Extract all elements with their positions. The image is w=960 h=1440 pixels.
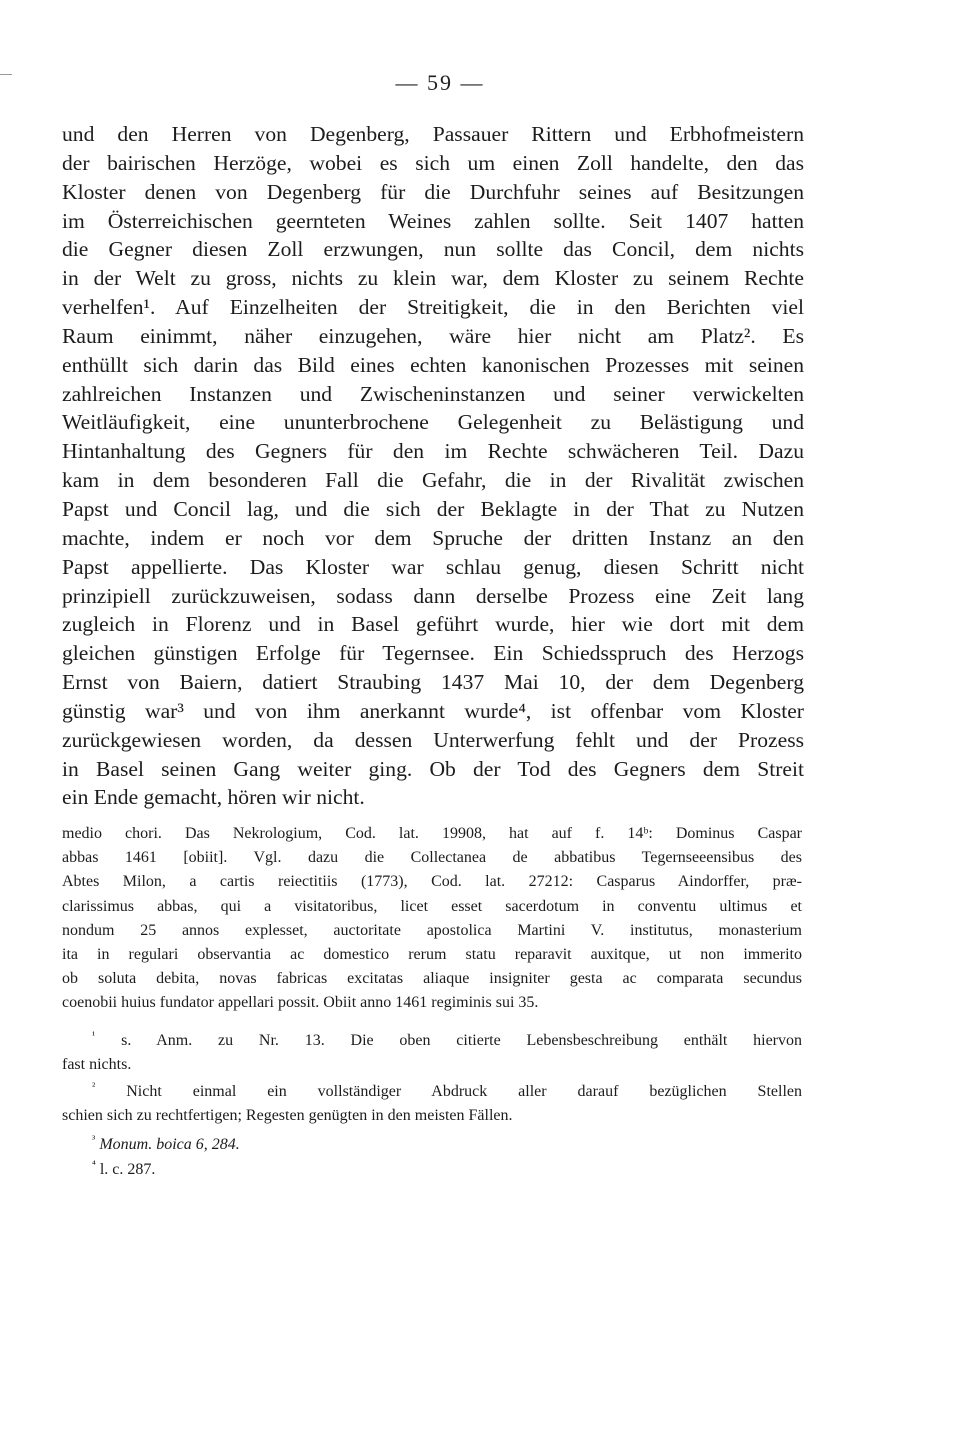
footnote-line: schien sich zu rechtfertigen; Regesten genügten in den meisten Fällen. xyxy=(62,1107,513,1125)
footnote-marker: ¹ xyxy=(92,1029,96,1042)
main-text-line: Kloster denen von Degenberg für die Durchfuhr seines auf Besitzungen xyxy=(62,179,804,204)
main-text-line: machte, indem er noch vor dem Spruche der dritten Instanz an den xyxy=(62,525,804,550)
continued-footnote-line: ita in regulari observantia ac domestico rerum statu reparavit auxitque, ut non immerito xyxy=(62,946,802,964)
footnote-4 xyxy=(62,1158,802,1182)
main-text-line: der bairischen Herzöge, wobei es sich um einen Zoll handelte, den das xyxy=(62,150,804,175)
main-text-line: die Gegner diesen Zoll erzwungen, nun sollte das Concil, dem nichts xyxy=(62,237,804,262)
main-text-line: Ernst von Baiern, datiert Straubing 1437 Mai 10, der dem Degenberg xyxy=(62,670,804,695)
continued-footnote-line: Abtes Milon, a cartis reiectitiis (1773), Cod. lat. 27212: Casparus Aindorffer, præ- xyxy=(62,873,802,891)
footnote-line xyxy=(62,1133,802,1157)
footnote-marker: ⁴ xyxy=(92,1158,96,1171)
main-text-line: Papst appellierte. Das Kloster war schlau genug, diesen Schritt nicht xyxy=(62,554,804,579)
continued-footnote-line: coenobii huius fundator appellari possit. Obiit anno 1461 regiminis sui 35. xyxy=(62,994,539,1012)
footnote-text: Nicht einmal ein vollständiger Abdruck aller darauf bezüglichen Stellen xyxy=(126,1083,802,1100)
main-text-line: ein Ende gemacht, hören wir nicht. xyxy=(62,785,365,810)
main-text-line: gleichen günstigen Erfolge für Tegernsee. Ein Schiedsspruch des Herzogs xyxy=(62,641,804,666)
page-number: — 59 — xyxy=(395,70,485,95)
main-text-line: Papst und Concil lag, und die sich der Beklagte in der That zu Nutzen xyxy=(62,496,804,521)
main-text-line: enthüllt sich darin das Bild eines echten kanonischen Prozesses mit seinen xyxy=(62,352,804,377)
footnote-3 xyxy=(62,1133,802,1157)
main-text-line: kam in dem besonderen Fall die Gefahr, die in der Rivalität zwischen xyxy=(62,468,804,493)
main-text-block xyxy=(62,120,804,812)
footnote-marker: ² xyxy=(92,1080,96,1093)
continued-footnote-line: ob soluta debita, novas fabricas excitatas aliaque insigniter gesta ac comparata secundus xyxy=(62,970,802,988)
continued-footnote-line: nondum 25 annos explesset, auctoritate apostolica Martini V. institutus, monasterium xyxy=(62,921,802,939)
main-text-line: zugleich in Florenz und in Basel geführt wurde, hier wie dort mit dem xyxy=(62,612,804,637)
continued-footnote xyxy=(62,822,802,1016)
main-text-line: zahlreichen Instanzen und Zwischeninstanzen und seiner verwickelten xyxy=(62,381,804,406)
footnote-marker: ³ xyxy=(92,1133,96,1146)
main-text-line: in der Welt zu gross, nichts zu klein war, dem Kloster zu seinem Rechte xyxy=(62,266,804,291)
footnote-line xyxy=(62,1080,802,1104)
main-text-line: und den Herren von Degenberg, Passauer Rittern und Erbhofmeistern xyxy=(62,122,804,146)
continued-footnote-line: medio chori. Das Nekrologium, Cod. lat. 19908, hat auf f. 14ᵇ: Dominus Caspar xyxy=(62,825,802,842)
footnote-text: l. c. 287. xyxy=(99,1161,156,1178)
footnote-line xyxy=(62,1029,802,1053)
main-text-line: günstig war³ und von ihm anerkannt wurde⁴, ist offenbar vom Kloster xyxy=(62,698,804,723)
footnote-line xyxy=(62,1158,802,1182)
main-text-line: in Basel seinen Gang weiter ging. Ob der Tod des Gegners dem Streit xyxy=(62,756,804,781)
continued-footnote-line: clarissimus abbas, qui a visitatoribus, licet esset sacerdotum in conventu ultimus et xyxy=(62,897,802,915)
main-text-line: Weitläufigkeit, eine ununterbrochene Gelegenheit zu Belästigung und xyxy=(62,410,804,435)
footnote-text: Monum. boica 6, 284. xyxy=(99,1136,240,1153)
continued-footnote-line: abbas 1461 [obiit]. Vgl. dazu die Collectanea de abbatibus Tegernseeensibus des xyxy=(62,849,802,867)
main-text-line: Hintanhaltung des Gegners für den im Rechte schwächeren Teil. Dazu xyxy=(62,439,804,464)
footnote-2 xyxy=(62,1080,802,1128)
footnote-text: s. Anm. zu Nr. 13. Die oben citierte Lebensbeschreibung enthält hiervon xyxy=(121,1032,803,1049)
main-text-line: prinzipiell zurückzuweisen, sodass dann derselbe Prozess eine Zeit lang xyxy=(62,583,804,608)
footnote-line: fast nichts. xyxy=(62,1056,132,1074)
main-text-line: verhelfen¹. Auf Einzelheiten der Streitigkeit, die in den Berichten viel xyxy=(62,295,804,320)
main-text-line: im Österreichischen geernteten Weines zahlen sollte. Seit 1407 hatten xyxy=(62,208,804,233)
footnote-1 xyxy=(62,1029,802,1077)
main-text-line: zurückgewiesen worden, da dessen Unterwerfung fehlt und der Prozess xyxy=(62,727,804,752)
main-text-line: Raum einimmt, näher einzugehen, wäre hier nicht am Platz². Es xyxy=(62,323,804,348)
